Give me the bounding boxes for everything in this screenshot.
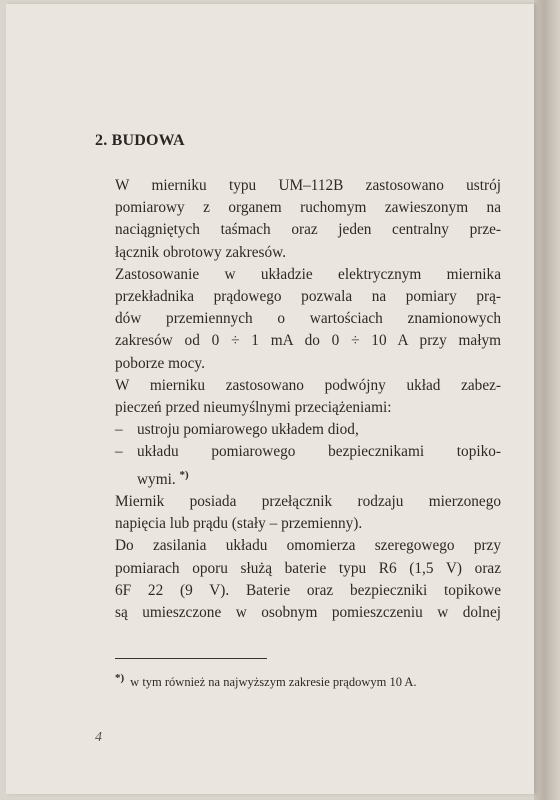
list-dash: – bbox=[115, 443, 123, 461]
list-item-continuation bbox=[115, 464, 501, 491]
text-line: Do zasilania układu omomierza szeregowego przy bbox=[115, 537, 501, 555]
text-line: wymi. bbox=[137, 470, 176, 488]
body-text bbox=[115, 175, 501, 624]
text-line: poborze mocy. bbox=[115, 354, 205, 372]
text-line: Zastosowanie w układzie elektrycznym miernika bbox=[115, 265, 501, 283]
text-line: W mierniku zastosowano podwójny układ zabez- bbox=[115, 376, 501, 394]
text-line: łącznik obrotowy zakresów. bbox=[115, 243, 287, 261]
text-line: 6F 22 (9 V). Baterie oraz bezpieczniki topikowe bbox=[115, 581, 501, 599]
paragraph bbox=[115, 535, 501, 624]
list-item bbox=[115, 441, 501, 463]
text-line: zakresów od 0 ÷ 1 mA do 0 ÷ 10 A przy małym bbox=[115, 332, 501, 350]
document-page bbox=[6, 4, 534, 794]
text-line: dów przemiennych o wartościach znamionowych bbox=[115, 310, 501, 328]
paragraph bbox=[115, 491, 501, 535]
footnote-rule bbox=[115, 658, 267, 659]
page-number: 4 bbox=[95, 730, 102, 745]
text-line: są umieszczone w osobnym pomieszczeniu w dolnej bbox=[115, 603, 501, 621]
text-line: pieczeń przed nieumyślnymi przeciążeniami: bbox=[115, 399, 392, 417]
text-line: Miernik posiada przełącznik rodzaju mierzonego bbox=[115, 492, 501, 510]
text-line: naciągniętych taśmach oraz jeden centralny prze- bbox=[115, 221, 501, 239]
footnote-text: w tym również na najwyższym zakresie prądowym 10 A. bbox=[130, 675, 417, 690]
list-item bbox=[115, 419, 501, 441]
text-line: ustroju pomiarowego układem diod, bbox=[137, 421, 359, 439]
list-dash: – bbox=[115, 421, 123, 439]
text-line: układu pomiarowego bezpiecznikami topiko- bbox=[137, 443, 501, 461]
footnote bbox=[115, 672, 417, 690]
text-line: pomiarowy z organem ruchomym zawieszonym na bbox=[115, 199, 501, 217]
paragraph bbox=[115, 175, 501, 264]
text-line: W mierniku typu UM–112B zastosowano ustrój bbox=[115, 177, 501, 194]
paragraph bbox=[115, 264, 501, 375]
text-line: napięcia lub prądu (stały – przemienny). bbox=[115, 515, 363, 533]
footnote-marker: *) bbox=[115, 672, 125, 684]
text-line: pomiarach oporu służą baterie typu R6 (1,5 V) oraz bbox=[115, 559, 501, 577]
page-edge bbox=[534, 0, 560, 800]
text-line: przekładnika prądowego pozwala na pomiary prą- bbox=[115, 288, 501, 306]
protection-list bbox=[115, 419, 501, 491]
section-heading: 2. BUDOWA bbox=[95, 132, 185, 149]
footnote-marker: *) bbox=[179, 468, 189, 481]
paragraph bbox=[115, 375, 501, 419]
